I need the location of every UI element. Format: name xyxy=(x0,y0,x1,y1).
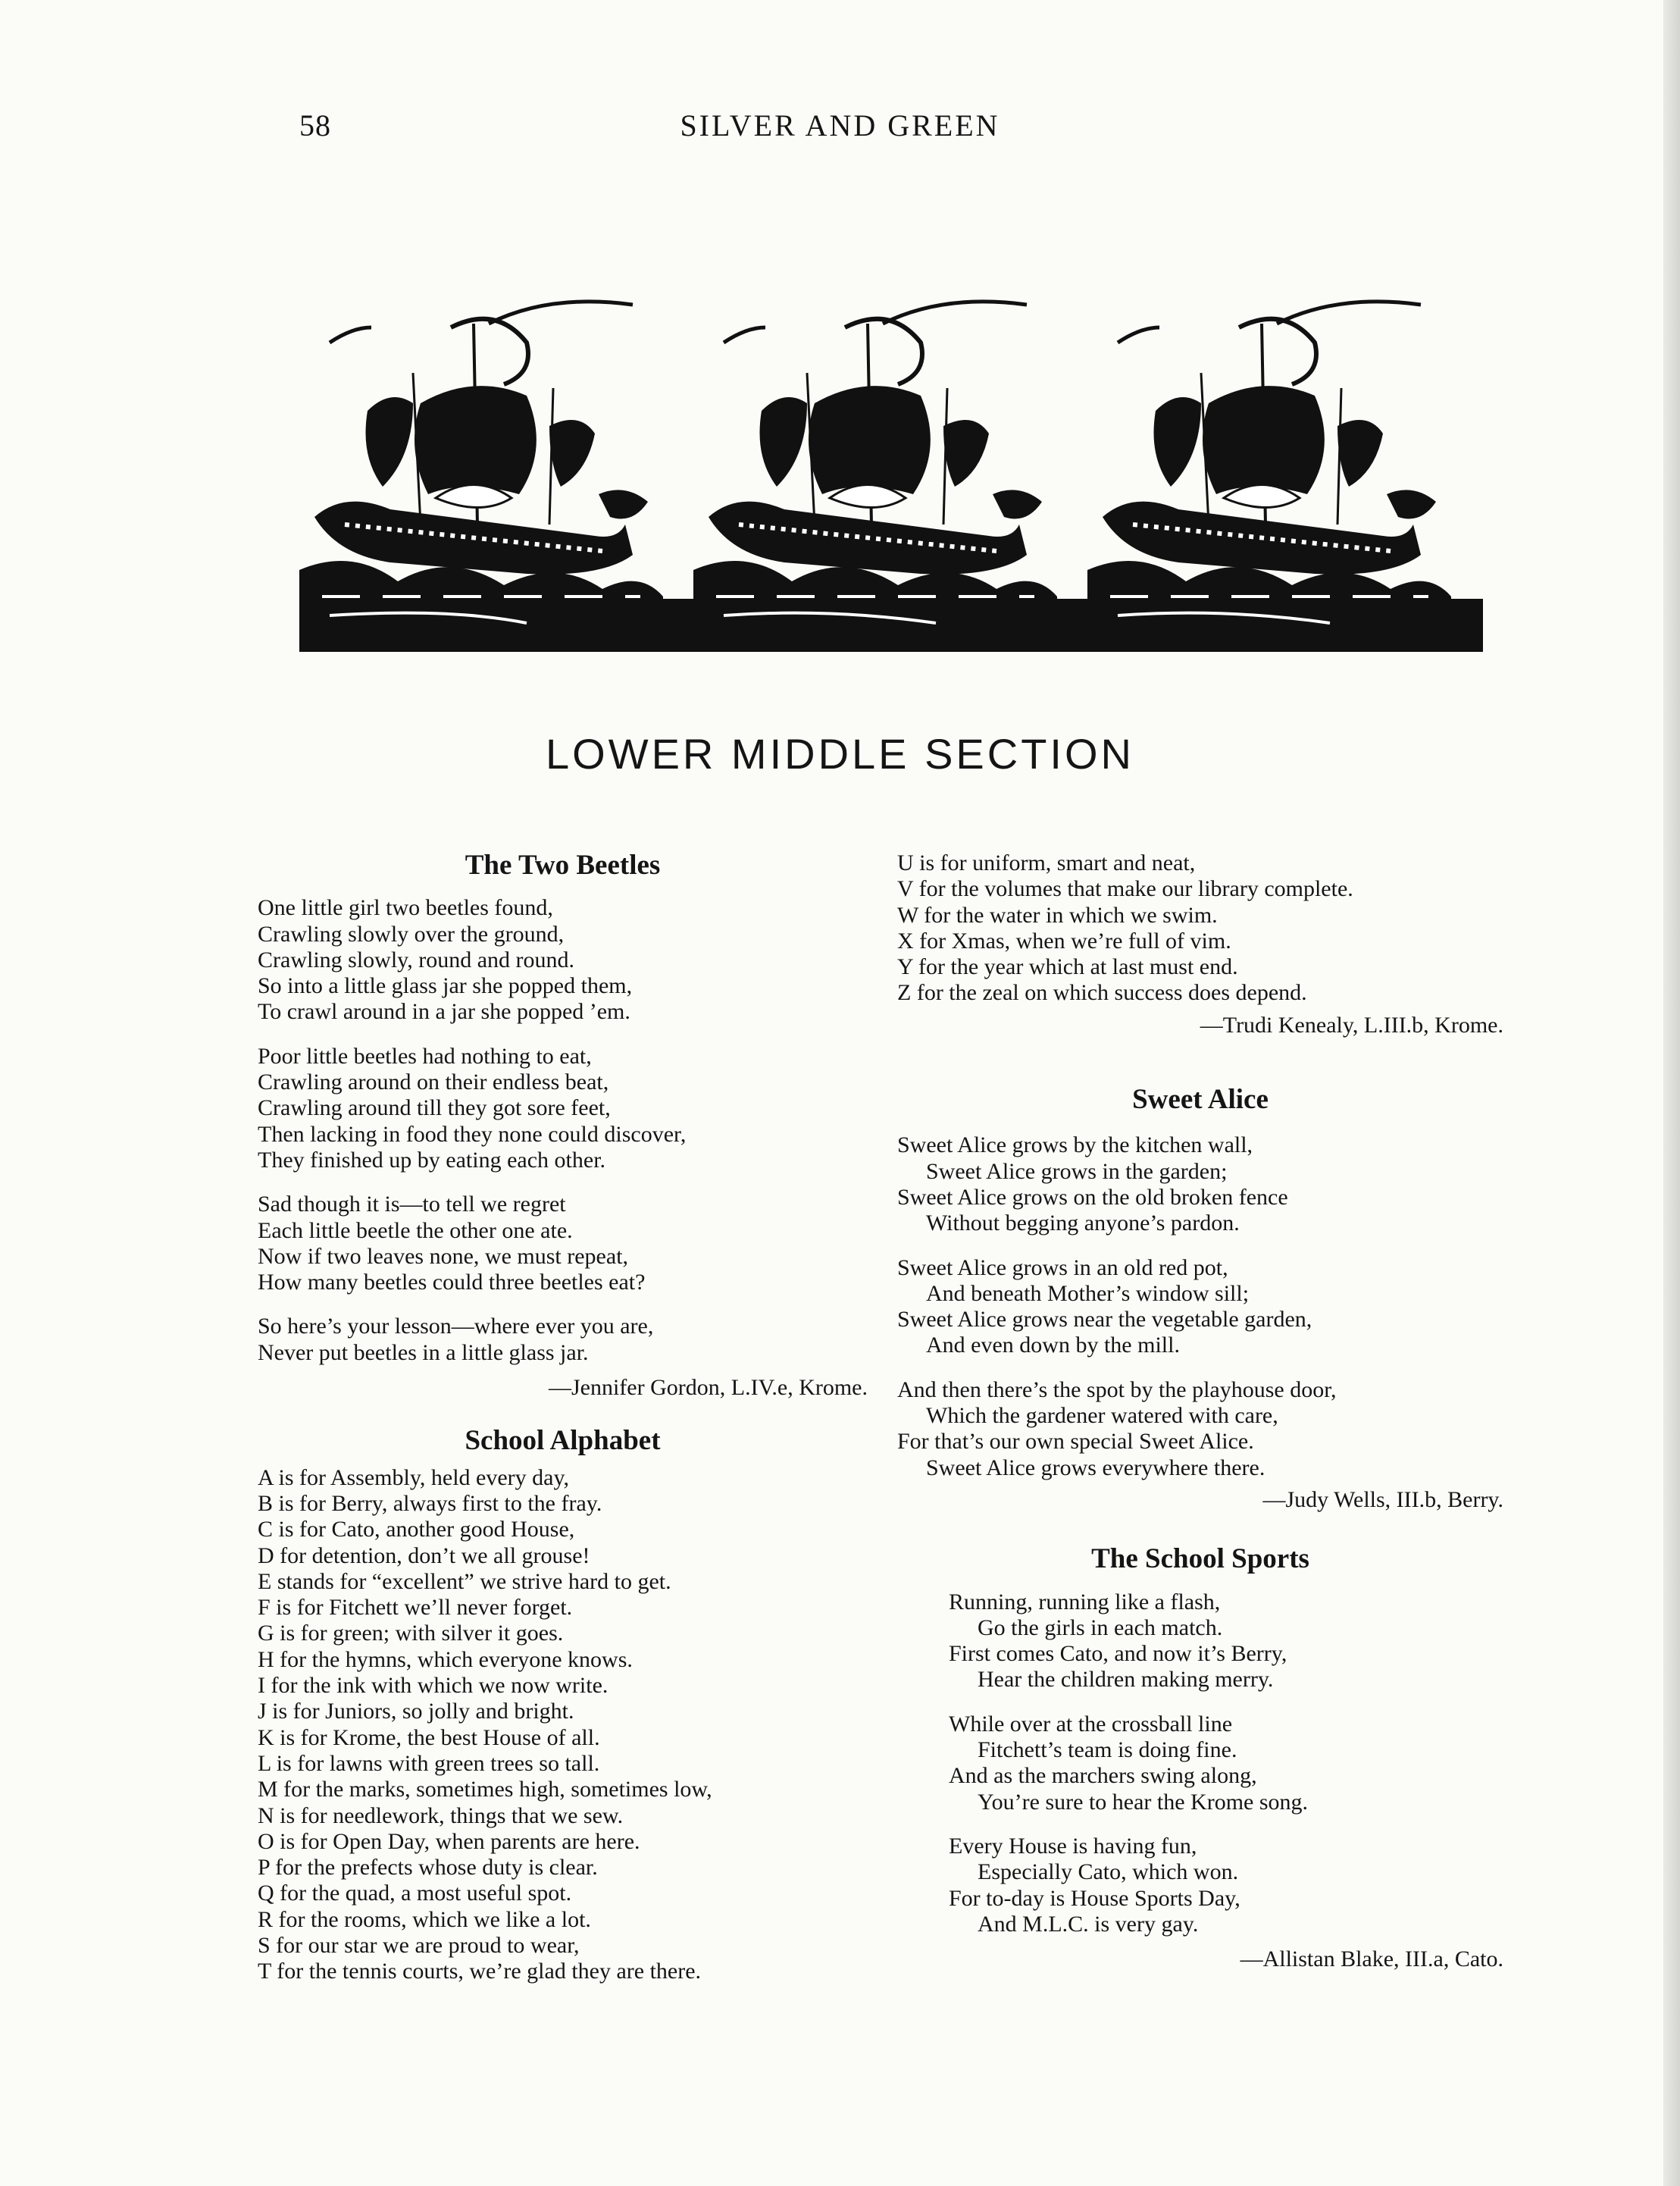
poem-line: Sweet Alice grows in an old red pot, xyxy=(897,1254,1228,1280)
poem-line: Each little beetle the other one ate. xyxy=(258,1217,573,1243)
poem-line: For to-day is House Sports Day, xyxy=(949,1885,1240,1911)
right-column xyxy=(897,850,1503,1972)
poem-title-school-alphabet: School Alphabet xyxy=(465,1425,661,1457)
poem-line: And beneath Mother’s window sill; xyxy=(926,1280,1250,1306)
poem-line: Sweet Alice grows in the garden; xyxy=(926,1158,1228,1184)
page-number: 58 xyxy=(299,108,331,142)
poem-line: And as the marchers swing along, xyxy=(949,1763,1257,1789)
alphabet-line: U is for uniform, smart and neat, xyxy=(897,850,1196,875)
poem-line: Sweet Alice grows near the vegetable garden, xyxy=(897,1307,1312,1333)
alphabet-line: L is for lawns with green trees so tall. xyxy=(258,1750,600,1776)
poem-line: Never put beetles in a little glass jar. xyxy=(258,1339,589,1365)
left-column xyxy=(258,850,868,1985)
poem-line: And M.L.C. is very gay. xyxy=(978,1911,1199,1937)
poem-line: Every House is having fun, xyxy=(949,1833,1197,1859)
poem-line: Sweet Alice grows by the kitchen wall, xyxy=(897,1132,1253,1158)
alphabet-line: K is for Krome, the best House of all. xyxy=(258,1724,600,1750)
poem-line: Hear the children making merry. xyxy=(978,1667,1274,1693)
alphabet-line: T for the tennis courts, we’re glad they are there. xyxy=(258,1959,702,1984)
section-title: LOWER MIDDLE SECTION xyxy=(546,730,1134,778)
alphabet-line: J is for Juniors, so jolly and bright. xyxy=(258,1699,574,1724)
alphabet-line: Q for the quad, a most useful spot. xyxy=(258,1881,572,1906)
poem-line: To crawl around in a jar she popped ’em. xyxy=(258,999,630,1025)
poem-line: Crawling slowly over the ground, xyxy=(258,921,565,947)
alphabet-line: B is for Berry, always first to the fray. xyxy=(258,1490,602,1516)
alphabet-line: Z for the zeal on which success does depend. xyxy=(897,980,1307,1006)
alphabet-line: F is for Fitchett we’ll never forget. xyxy=(258,1595,573,1621)
poem-line: Then lacking in food they none could discover, xyxy=(258,1121,687,1147)
alphabet-line: O is for Open Day, when parents are here. xyxy=(258,1828,640,1854)
alphabet-line: P for the prefects whose duty is clear. xyxy=(258,1855,598,1881)
alphabet-line: D for detention, don’t we all grouse! xyxy=(258,1542,590,1568)
alphabet-line: I for the ink with which we now write. xyxy=(258,1673,608,1699)
poem-title-sweet-alice: Sweet Alice xyxy=(1132,1084,1269,1116)
poem-title-two-beetles: The Two Beetles xyxy=(465,850,661,881)
poem-author: —Allistan Blake, III.a, Cato. xyxy=(1240,1946,1503,1972)
poem-line: One little girl two beetles found, xyxy=(258,895,553,921)
poem-line: For that’s our own special Sweet Alice. xyxy=(897,1429,1254,1455)
poem-line: Crawling around till they got sore feet, xyxy=(258,1095,611,1121)
poem-line: While over at the crossball line xyxy=(949,1711,1233,1737)
alphabet-line: W for the water in which we swim. xyxy=(897,902,1218,928)
alphabet-line: E stands for “excellent” we strive hard to get. xyxy=(258,1568,671,1594)
poem-line: Crawling around on their endless beat, xyxy=(258,1070,609,1095)
poem-line: And even down by the mill. xyxy=(926,1333,1180,1358)
poem-line: Which the gardener watered with care, xyxy=(926,1403,1278,1429)
running-header xyxy=(0,108,1680,153)
poem-author: —Trudi Kenealy, L.III.b, Krome. xyxy=(1200,1012,1503,1038)
alphabet-line: V for the volumes that make our library complete. xyxy=(897,876,1353,902)
ships-banner-illustration xyxy=(299,297,1483,661)
poem-author: —Jennifer Gordon, L.IV.e, Krome. xyxy=(548,1375,868,1401)
poem-line: Sweet Alice grows everywhere there. xyxy=(926,1455,1265,1480)
poem-line: Running, running like a flash, xyxy=(949,1589,1221,1614)
poem-author: —Judy Wells, III.b, Berry. xyxy=(1262,1486,1503,1512)
poem-line: First comes Cato, and now it’s Berry, xyxy=(949,1641,1287,1667)
poem-line: Sad though it is—to tell we regret xyxy=(258,1192,566,1217)
page-edge xyxy=(1663,0,1680,2186)
poem-line: Fitchett’s team is doing fine. xyxy=(978,1737,1237,1763)
alphabet-line: X for Xmas, when we’re full of vim. xyxy=(897,928,1231,954)
alphabet-line: C is for Cato, another good House, xyxy=(258,1517,575,1542)
alphabet-line: N is for needlework, things that we sew. xyxy=(258,1802,624,1828)
poem-line: And then there’s the spot by the playhouse door, xyxy=(897,1376,1337,1402)
alphabet-line: S for our star we are proud to wear, xyxy=(258,1932,580,1958)
poem-line: Now if two leaves none, we must repeat, xyxy=(258,1243,629,1269)
alphabet-line: M for the marks, sometimes high, sometimes low, xyxy=(258,1777,712,1802)
poem-line: So into a little glass jar she popped them, xyxy=(258,973,633,999)
poem-line: You’re sure to hear the Krome song. xyxy=(978,1789,1309,1815)
poem-line: How many beetles could three beetles eat? xyxy=(258,1270,646,1295)
alphabet-line: Y for the year which at last must end. xyxy=(897,954,1238,980)
poem-line: They finished up by eating each other. xyxy=(258,1147,606,1173)
poem-line: Crawling slowly, round and round. xyxy=(258,947,575,972)
alphabet-line: G is for green; with silver it goes. xyxy=(258,1621,564,1646)
poem-line: Poor little beetles had nothing to eat, xyxy=(258,1043,592,1069)
poem-title-school-sports: The School Sports xyxy=(1091,1543,1309,1575)
alphabet-line: A is for Assembly, held every day, xyxy=(258,1464,570,1490)
alphabet-line: H for the hymns, which everyone knows. xyxy=(258,1646,633,1672)
alphabet-line: R for the rooms, which we like a lot. xyxy=(258,1906,591,1932)
poem-line: Go the girls in each match. xyxy=(978,1614,1223,1640)
poem-line: Without begging anyone’s pardon. xyxy=(926,1210,1240,1236)
poem-line: Sweet Alice grows on the old broken fence xyxy=(897,1184,1288,1210)
poem-line: Especially Cato, which won. xyxy=(978,1859,1239,1885)
poem-line: So here’s your lesson—where ever you are, xyxy=(258,1314,654,1339)
journal-title: SILVER AND GREEN xyxy=(680,108,1000,142)
